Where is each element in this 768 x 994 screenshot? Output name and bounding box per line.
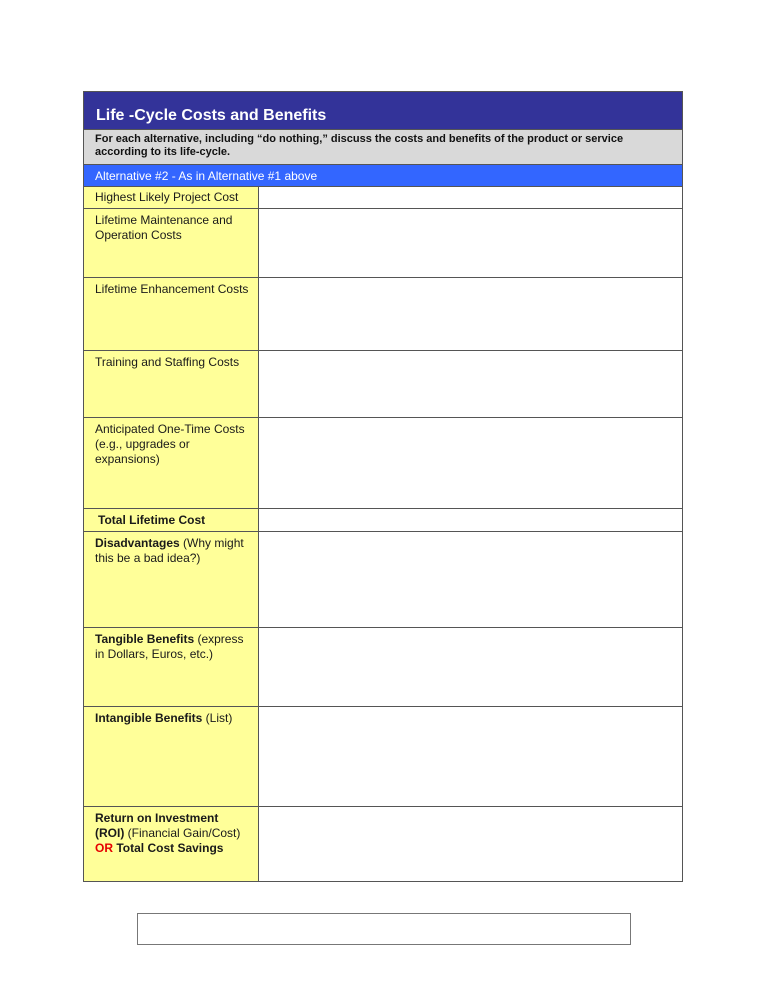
lifetime-enhancement-field[interactable] (259, 278, 682, 350)
row-total-lifetime-cost (84, 509, 682, 532)
row-one-time-costs (84, 418, 682, 509)
total-lifetime-cost-field[interactable] (259, 509, 682, 531)
intangible-benefits-field[interactable] (259, 707, 682, 806)
label-bold: Disadvantages (95, 536, 180, 550)
form-instructions: For each alternative, including “do nothing,” discuss the costs and benefits of the product or service according to its life-cycle. (84, 130, 682, 165)
label-bold: Intangible Benefits (95, 711, 203, 725)
tangible-benefits-field[interactable] (259, 628, 682, 706)
label-or: OR (95, 841, 113, 855)
alternative-header: Alternative #2 - As in Alternative #1 above (84, 165, 682, 187)
highest-likely-project-cost-field[interactable] (259, 187, 682, 208)
row-lifetime-maintenance (84, 209, 682, 278)
row-roi (84, 807, 682, 881)
row-disadvantages (84, 532, 682, 628)
row-intangible-benefits (84, 707, 682, 807)
row-tangible-benefits (84, 628, 682, 707)
one-time-costs-field[interactable] (259, 418, 682, 508)
row-highest-likely-project-cost (84, 187, 682, 209)
row-label: Lifetime Enhancement Costs (84, 278, 259, 350)
lifetime-maintenance-field[interactable] (259, 209, 682, 277)
row-label: Lifetime Maintenance and Operation Costs (84, 209, 259, 277)
row-label (84, 807, 259, 881)
training-staffing-field[interactable] (259, 351, 682, 417)
label-note: (express in Dollars, Euros, etc.) (95, 632, 244, 661)
label-note: (Why might this be a bad idea?) (95, 536, 244, 565)
disadvantages-field[interactable] (259, 532, 682, 627)
label-bold: Return on Investment (ROI) (95, 811, 219, 840)
label-bold-2: Total Cost Savings (113, 841, 224, 855)
label-note: (Financial Gain/Cost) (124, 826, 241, 840)
row-label: Total Lifetime Cost (84, 509, 259, 531)
row-label: Highest Likely Project Cost (84, 187, 259, 208)
row-lifetime-enhancement (84, 278, 682, 351)
footer-text-box[interactable] (137, 913, 631, 945)
life-cycle-costs-table (83, 91, 683, 882)
label-note: (List) (202, 711, 233, 725)
row-label (84, 532, 259, 627)
label-bold: Tangible Benefits (95, 632, 195, 646)
row-training-staffing (84, 351, 682, 418)
form-title: Life -Cycle Costs and Benefits (84, 92, 682, 130)
row-label (84, 628, 259, 706)
roi-field[interactable] (259, 807, 682, 881)
row-label: Anticipated One-Time Costs (e.g., upgrades or expansions) (84, 418, 259, 508)
row-label (84, 707, 259, 806)
row-label: Training and Staffing Costs (84, 351, 259, 417)
